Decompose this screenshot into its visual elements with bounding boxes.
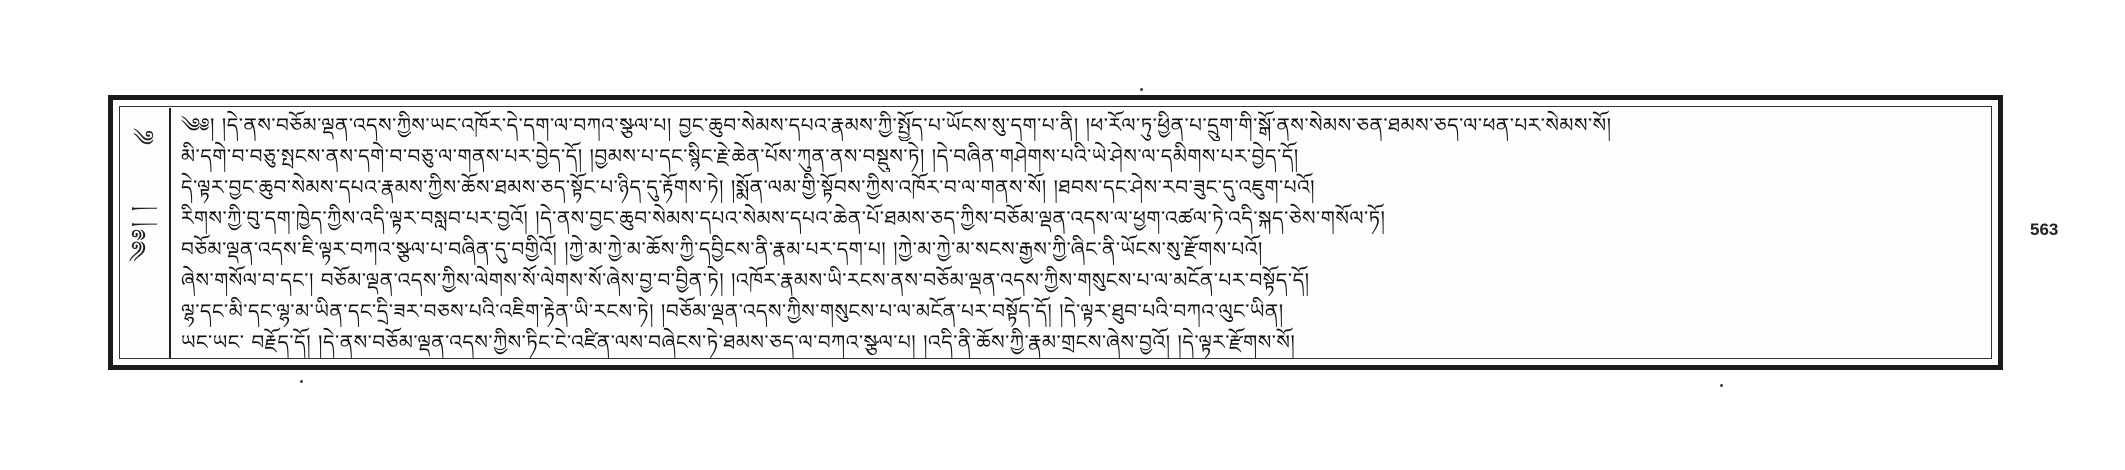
scan-speckle — [1140, 88, 1143, 91]
margin-ornament-icon: ༄ — [133, 127, 155, 152]
text-line-6: ཞེས་གསོལ་བ་དང་། བཅོམ་ལྡན་འདས་ཀྱིས་ལེགས་སོ་ལེགས་སོ་ཞེས་བྱ་བ་བྱིན་ཏེ། །འཁོར་རྣམས་ཡི་རངས་ནས་བཅོམ་ལྡན་འདས་ཀྱིས་གསུངས་པ་ལ་མངོན་པར་བསྟོད་དོ། — [181, 268, 1310, 292]
text-line-2: མི་དགེ་བ་བཅུ་སྤངས་ནས་དགེ་བ་བཅུ་ལ་གནས་པར་བྱེད་དོ། །བྱམས་པ་དང་སྙིང་རྗེ་ཆེན་པོས་ཀུན་ནས་བསྡུས་ཏེ། །དེ་བཞིན་གཤེགས་པའི་ཡེ་ཤེས་ལ་དམིགས་པར་བྱེད་དོ། — [181, 144, 1299, 168]
page-number: 563 — [2030, 220, 2059, 239]
scan-speckle — [300, 380, 303, 383]
text-line-5: བཅོམ་ལྡན་འདས་ཇི་ལྟར་བཀའ་སྩལ་པ་བཞིན་དུ་བགྱིའོ། །ཀྱེ་མ་ཀྱེ་མ་ཆོས་ཀྱི་དབྱིངས་ནི་རྣམ་པར་དག་པ། །ཀྱེ་མ་ཀྱེ་མ་སངས་རྒྱས་ཀྱི་ཞིང་ནི་ཡོངས་སུ་རྫོགས་པའོ། — [181, 237, 1263, 261]
scan-speckle — [1720, 384, 1723, 387]
folio-frame — [108, 95, 2003, 370]
text-line-8: ཡང་ཡང་ བརྗོད་དོ། །དེ་ནས་བཅོམ་ལྡན་འདས་ཀྱིས་ཏིང་ངེ་འཛིན་ལས་བཞེངས་ཏེ་ཐམས་ཅད་ལ་བཀའ་སྩལ་པ། །འདི་ནི་ཆོས་ཀྱི་རྣམ་གྲངས་ཞེས་བྱའོ། །དེ་ལྟར་རྫོགས་སོ། — [181, 330, 1296, 354]
text-line-4: རིགས་ཀྱི་བུ་དག་ཁྱེད་ཀྱིས་འདི་ལྟར་བསླབ་པར་བྱའོ། །དེ་ནས་བྱང་ཆུབ་སེམས་དཔའ་སེམས་དཔའ་ཆེན་པོ་ཐམས་ཅད་ཀྱིས་བཅོམ་ལྡན་འདས་ལ་ཕྱག་འཚལ་ཏེ་འདི་སྐད་ཅེས་གསོལ་ཏོ། — [181, 206, 1386, 230]
text-line-1: ༄༅། །དེ་ནས་བཅོམ་ལྡན་འདས་ཀྱིས་ཡང་འཁོར་དེ་དག་ལ་བཀའ་སྩལ་པ། བྱང་ཆུབ་སེམས་དཔའ་རྣམས་ཀྱི་སྤྱོད་པ་ཡོངས་སུ་དག་པ་ནི། །ཕ་རོལ་ཏུ་ཕྱིན་པ་དྲུག་གི་སྒོ་ནས་སེམས་ཅན་ཐམས་ཅད་ལ་ཕན་པར་སེམས་སོ། — [181, 113, 1612, 137]
left-margin-panel — [123, 108, 171, 358]
margin-text: ༄༅། ། — [128, 204, 153, 262]
text-line-7: ལྷ་དང་མི་དང་ལྷ་མ་ཡིན་དང་དྲི་ཟར་བཅས་པའི་འཇིག་རྟེན་ཡི་རངས་ཏེ། །བཅོམ་ལྡན་འདས་ཀྱིས་གསུངས་པ་ལ་མངོན་པར་བསྟོད་དོ། །དེ་ལྟར་ཐུབ་པའི་བཀའ་ལུང་ཡིན། — [181, 299, 1284, 323]
text-block — [181, 110, 1986, 355]
text-line-3: དེ་ལྟར་བྱང་ཆུབ་སེམས་དཔའ་རྣམས་ཀྱིས་ཆོས་ཐམས་ཅད་སྟོང་པ་ཉིད་དུ་རྟོགས་ཏེ། །སྨོན་ལམ་གྱི་སྟོབས་ཀྱིས་འཁོར་བ་ལ་གནས་སོ། །ཐབས་དང་ཤེས་རབ་ཟུང་དུ་འཇུག་པའོ། — [181, 175, 1316, 199]
